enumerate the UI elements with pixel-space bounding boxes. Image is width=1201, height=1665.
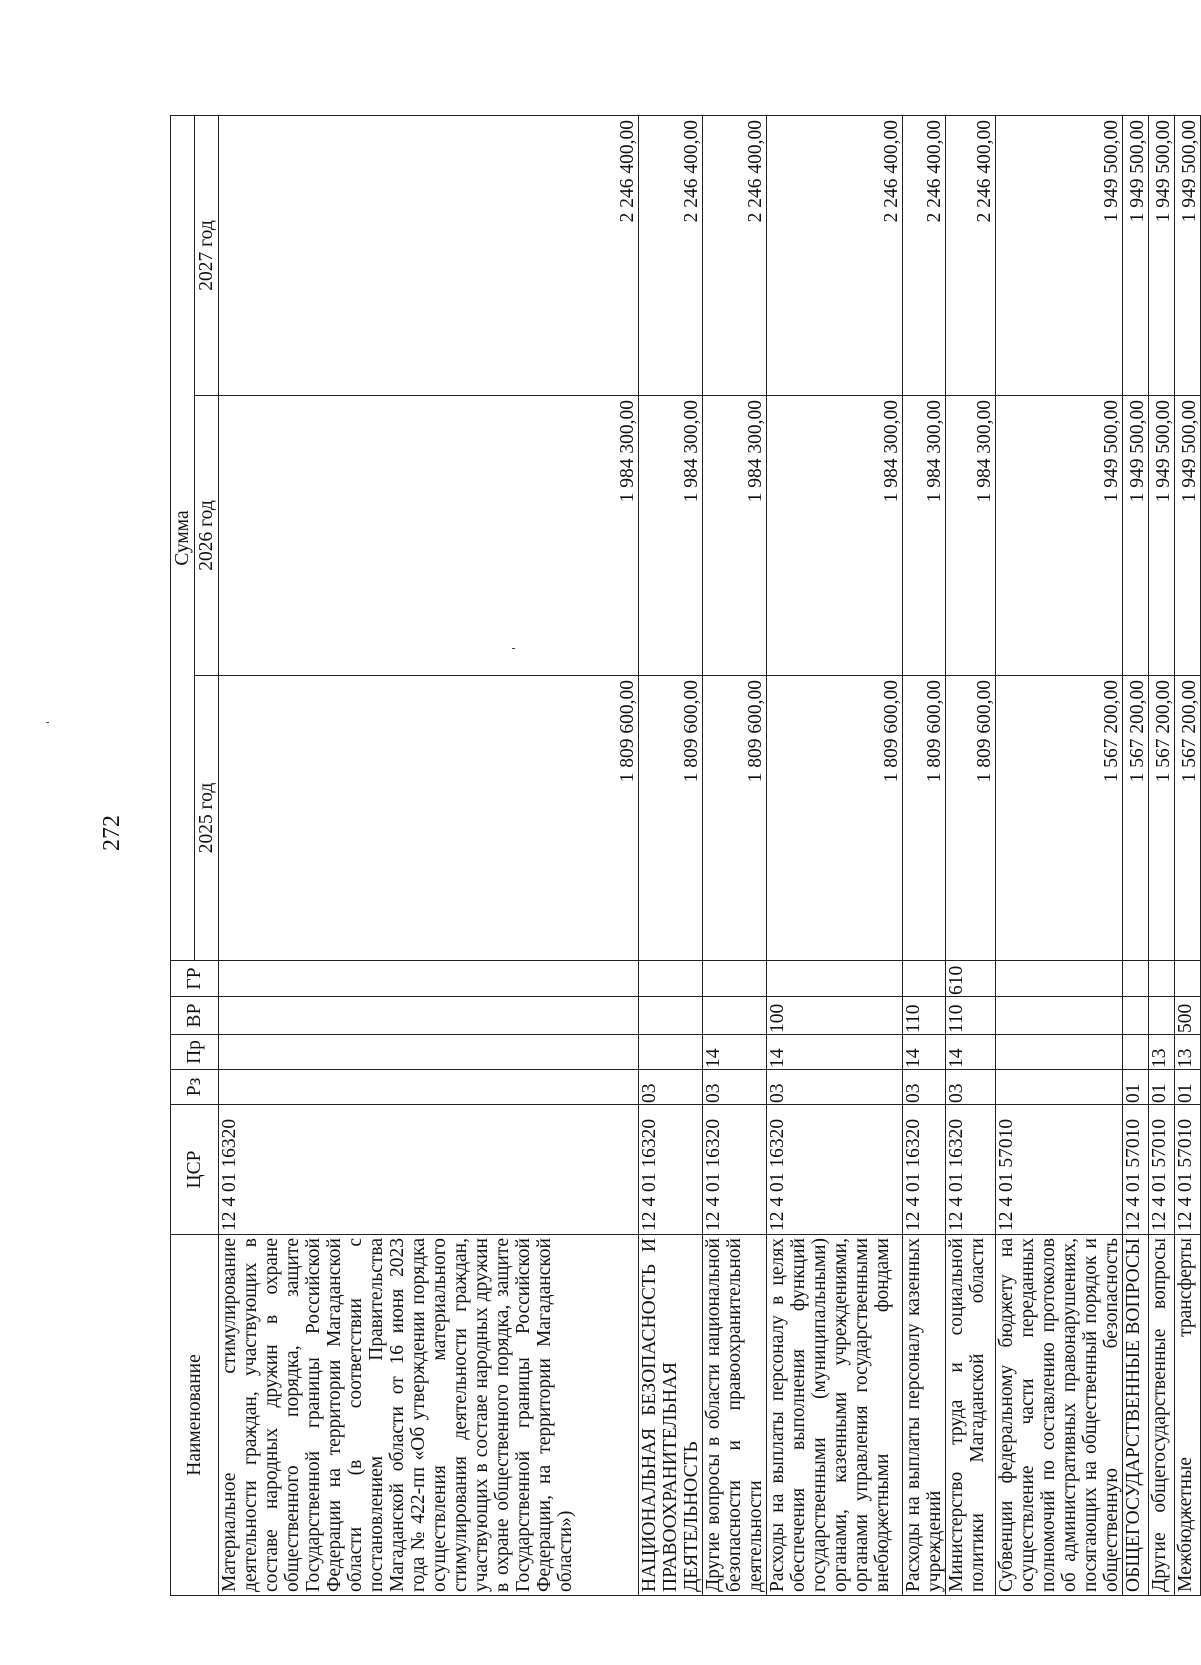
row-pr — [219, 1035, 639, 1070]
row-vr — [1123, 997, 1149, 1035]
table-row — [1123, 115, 1149, 1595]
table-row — [767, 115, 903, 1595]
row-gr — [1123, 961, 1149, 997]
table-row — [1175, 115, 1201, 1595]
row-csr: 12 4 01 57010 — [1175, 1105, 1201, 1235]
row-2025: 1 567 200,00 — [1149, 676, 1175, 961]
row-2027: 1 949 500,00 — [1175, 115, 1201, 395]
row-vr: 110 — [903, 997, 946, 1035]
row-2026: 1 949 500,00 — [1175, 396, 1201, 676]
header-rz: Рз — [171, 1070, 219, 1105]
row-2026: 1 949 500,00 — [1149, 396, 1175, 676]
row-csr: 12 4 01 16320 — [767, 1105, 903, 1235]
row-2027: 2 246 400,00 — [219, 115, 639, 395]
table-row — [1149, 115, 1175, 1595]
row-2026: 1 984 300,00 — [767, 396, 903, 676]
header-csr: ЦСР — [171, 1105, 219, 1235]
table-row — [903, 115, 946, 1595]
row-rz — [996, 1070, 1123, 1105]
budget-table — [170, 115, 1201, 1596]
row-2026: 1 984 300,00 — [639, 396, 703, 676]
row-2026: 1 949 500,00 — [1123, 396, 1149, 676]
page-number: 272 — [99, 815, 125, 851]
header-sum: Сумма — [171, 115, 195, 960]
row-2025: 1 809 600,00 — [219, 676, 639, 961]
row-name: Межбюджетные трансферты — [1175, 1235, 1201, 1596]
row-name: Расходы на выплаты персоналу казенных учреждений — [903, 1235, 946, 1596]
row-name: Субвенции федеральному бюджету на осуществление части переданных полномочий по составлению протоколов об административных правонарушениях, посягающих на общественный порядок и общественную безопасность — [996, 1235, 1123, 1596]
table-row — [996, 115, 1123, 1595]
row-2027: 2 246 400,00 — [639, 115, 703, 395]
row-rz: 03 — [767, 1070, 903, 1105]
row-2025: 1 567 200,00 — [1123, 676, 1149, 961]
row-pr: 13 — [1149, 1035, 1175, 1070]
row-csr: 12 4 01 16320 — [903, 1105, 946, 1235]
row-2027: 2 246 400,00 — [767, 115, 903, 395]
row-rz: 03 — [639, 1070, 703, 1105]
row-name: ОБЩЕГОСУДАРСТВЕННЫЕ ВОПРОСЫ — [1123, 1235, 1149, 1596]
row-gr — [703, 961, 767, 997]
row-pr: 14 — [703, 1035, 767, 1070]
row-rz: 03 — [703, 1070, 767, 1105]
row-name: Министерство труда и социальной политики Магаданской области — [946, 1235, 996, 1596]
header-vr: ВР — [171, 997, 219, 1035]
row-vr — [996, 997, 1123, 1035]
row-vr: 500 — [1175, 997, 1201, 1035]
row-2026: 1 949 500,00 — [996, 396, 1123, 676]
row-pr: 14 — [767, 1035, 903, 1070]
row-name: Другие общегосударственные вопросы — [1149, 1235, 1175, 1596]
row-2025: 1 809 600,00 — [639, 676, 703, 961]
row-rz: 01 — [1123, 1070, 1149, 1105]
row-pr — [1123, 1035, 1149, 1070]
row-2027: 1 949 500,00 — [1149, 115, 1175, 395]
budget-table-frame — [170, 116, 1200, 1596]
row-rz: 01 — [1175, 1070, 1201, 1105]
row-gr — [996, 961, 1123, 997]
row-csr: 12 4 01 16320 — [639, 1105, 703, 1235]
row-2025: 1 567 200,00 — [996, 676, 1123, 961]
row-pr — [996, 1035, 1123, 1070]
row-rz: 03 — [946, 1070, 996, 1105]
row-vr — [219, 997, 639, 1035]
row-name: Расходы на выплаты персоналу в целях обеспечения выполнения функций государственными (муниципальными) органами, казенными учреждениями, органами управления государственными внебюджетными фондами — [767, 1235, 903, 1596]
row-2027: 2 246 400,00 — [903, 115, 946, 395]
table-row — [946, 115, 996, 1595]
row-vr — [703, 997, 767, 1035]
row-csr: 12 4 01 16320 — [219, 1105, 639, 1235]
table-row — [703, 115, 767, 1595]
row-2026: 1 984 300,00 — [903, 396, 946, 676]
row-2025: 1 809 600,00 — [703, 676, 767, 961]
table-row — [639, 115, 703, 1595]
row-gr — [219, 961, 639, 997]
budget-table-rotated — [170, 116, 1200, 1596]
row-2025: 1 809 600,00 — [946, 676, 996, 961]
row-2026: 1 984 300,00 — [946, 396, 996, 676]
table-row — [219, 115, 639, 1595]
header-gr: ГР — [171, 961, 219, 997]
row-2027: 1 949 500,00 — [1123, 115, 1149, 395]
row-rz: 01 — [1149, 1070, 1175, 1105]
header-2027: 2027 год — [195, 115, 219, 395]
header-2025: 2025 год — [195, 676, 219, 961]
row-name: Материальное стимулирование деятельности граждан, участвующих в составе народных дружин в охране общественного порядка, защите Государственной границы Российской Федерации на территории Магаданской области (в соответствии с постановлением Правительства Магаданской области от 16 июня 2023 года № 422-пп «Об утверждении порядка осуществления материального стимулирования деятельности граждан, участвующих в составе народных дружин в охране общественного порядка, защите Государственной границы Российской Федерации, на территории Магаданской области») — [219, 1235, 639, 1596]
header-pr: Пр — [171, 1035, 219, 1070]
row-csr: 12 4 01 16320 — [946, 1105, 996, 1235]
row-vr: 100 — [767, 997, 903, 1035]
row-2025: 1 567 200,00 — [1175, 676, 1201, 961]
row-2026: 1 984 300,00 — [219, 396, 639, 676]
row-csr: 12 4 01 57010 — [996, 1105, 1123, 1235]
row-gr — [903, 961, 946, 997]
row-rz — [219, 1070, 639, 1105]
row-csr: 12 4 01 16320 — [703, 1105, 767, 1235]
row-2025: 1 809 600,00 — [767, 676, 903, 961]
header-2026: 2026 год — [195, 396, 219, 676]
row-name: Другие вопросы в области национальной безопасности и правоохранительной деятельности — [703, 1235, 767, 1596]
row-csr: 12 4 01 57010 — [1149, 1105, 1175, 1235]
row-vr — [1149, 997, 1175, 1035]
row-2025: 1 809 600,00 — [903, 676, 946, 961]
row-pr: 14 — [903, 1035, 946, 1070]
row-gr — [767, 961, 903, 997]
row-pr: 14 — [946, 1035, 996, 1070]
row-2027: 2 246 400,00 — [946, 115, 996, 395]
header-name: Наименование — [171, 1235, 219, 1596]
row-pr — [639, 1035, 703, 1070]
row-gr — [639, 961, 703, 997]
row-gr: 610 — [946, 961, 996, 997]
row-csr: 12 4 01 57010 — [1123, 1105, 1149, 1235]
row-pr: 13 — [1175, 1035, 1201, 1070]
row-2027: 2 246 400,00 — [703, 115, 767, 395]
row-2027: 1 949 500,00 — [996, 115, 1123, 395]
scan-speck — [46, 722, 49, 723]
row-2026: 1 984 300,00 — [703, 396, 767, 676]
row-rz: 03 — [903, 1070, 946, 1105]
row-gr — [1175, 961, 1201, 997]
header-row — [171, 115, 195, 1595]
row-name: НАЦИОНАЛЬНАЯ БЕЗОПАСНОСТЬ И ПРАВООХРАНИТЕЛЬНАЯ ДЕЯТЕЛЬНОСТЬ — [639, 1235, 703, 1596]
row-vr: 110 — [946, 997, 996, 1035]
row-gr — [1149, 961, 1175, 997]
row-vr — [639, 997, 703, 1035]
